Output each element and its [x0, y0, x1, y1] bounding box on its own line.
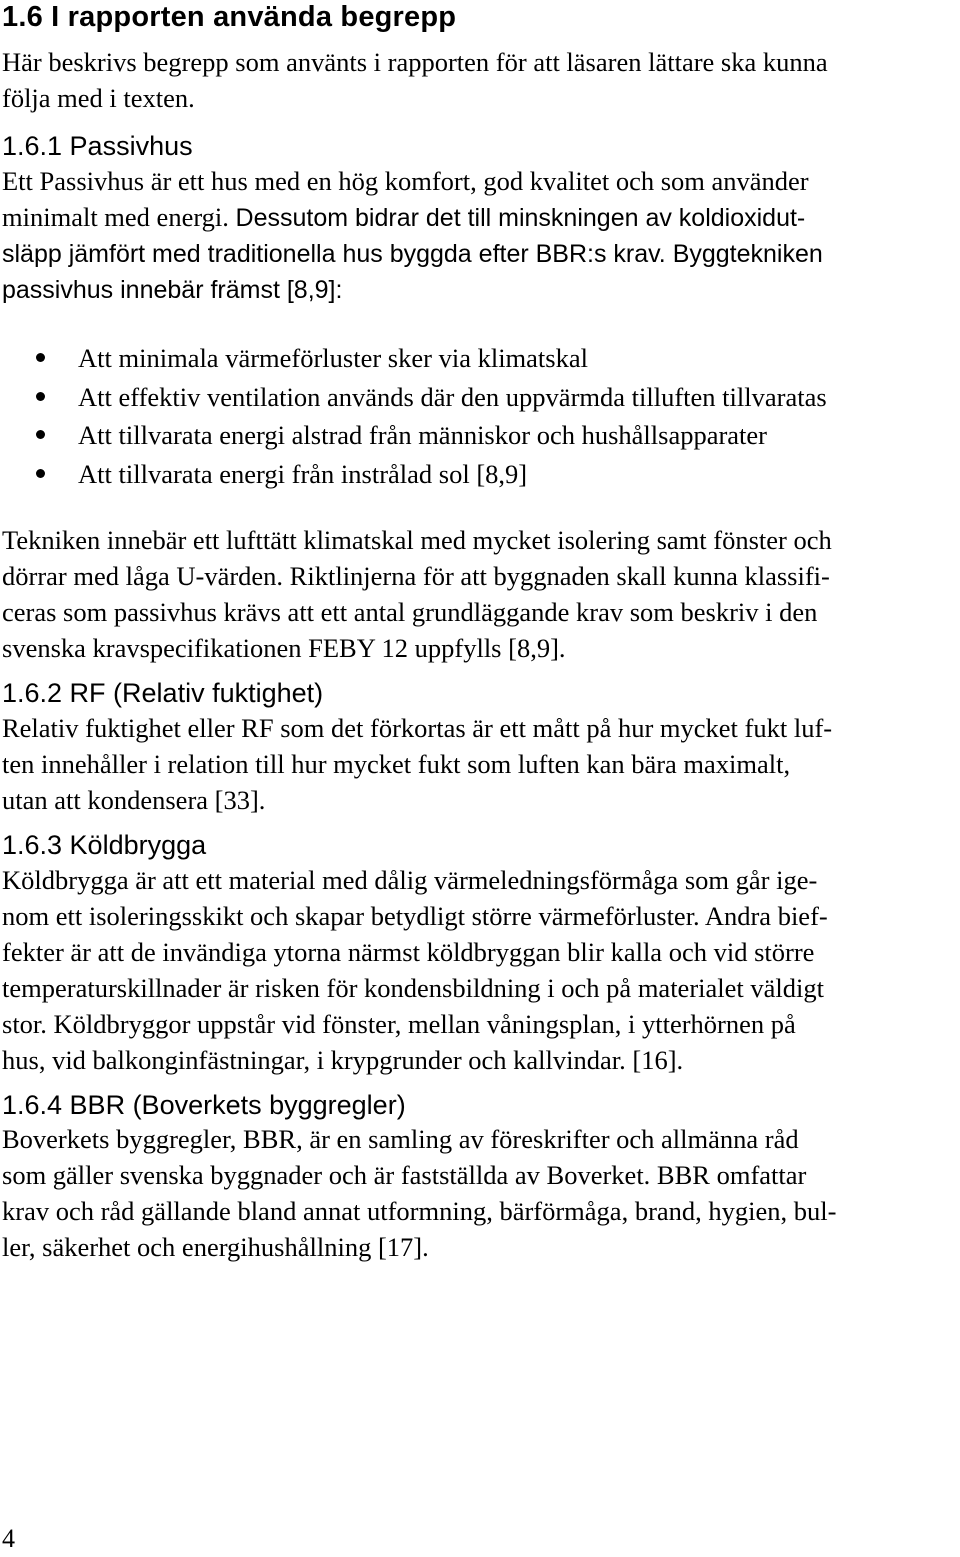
- text-line: ten innehåller i relation till hur mycket fukt som luften kan bära maximalt,: [2, 749, 791, 779]
- page-number: 4: [2, 1524, 15, 1553]
- subsection-heading-koldbrygga: 1.6.3 Köldbrygga: [2, 830, 207, 860]
- section-heading: 1.6 I rapporten använda begrepp: [2, 1, 457, 33]
- text-line: Boverkets byggregler, BBR, är en samling av föreskrifter och allmänna råd: [2, 1124, 799, 1154]
- bullet-icon: [36, 430, 45, 439]
- bullet-icon: [36, 353, 45, 362]
- passivhus-paragraph: [2, 163, 958, 308]
- passivhus-bullet-list: [0, 339, 960, 493]
- text-line: Köldbrygga är att ett material med dålig värmeledningsförmåga som går ige-: [2, 865, 818, 895]
- list-item-text: Att effektiv ventilation används där den uppvärmda tilluften tillvaratas: [78, 381, 827, 412]
- passivhus-followup-paragraph: [2, 522, 958, 666]
- list-item: [0, 455, 960, 494]
- subsection-heading-passivhus: 1.6.1 Passivhus: [2, 131, 193, 161]
- list-item-text: Att tillvarata energi alstrad från människor och hushållsapparater: [78, 420, 767, 450]
- list-item-text: Att minimala värmeförluster sker via klimatskal: [78, 343, 588, 373]
- intro-paragraph: [2, 44, 958, 116]
- text-line: Relativ fuktighet eller RF som det förkortas är ett mått på hur mycket fukt luf-: [2, 713, 833, 743]
- text-line: Tekniken innebär ett lufttätt klimatskal med mycket isolering samt fönster och: [2, 525, 832, 555]
- rf-paragraph: [2, 710, 958, 818]
- text-line: svenska kravspecifikationen FEBY 12 uppfylls [8,9].: [2, 633, 566, 663]
- text-line: [2, 199, 958, 236]
- text-line: fekter är att de invändiga ytorna närmst köldbryggan blir kalla och vid större: [2, 937, 815, 967]
- koldbrygga-paragraph: [2, 862, 958, 1078]
- bullet-icon: [36, 469, 45, 478]
- text-line: ler, säkerhet och energihushållning [17].: [2, 1232, 429, 1262]
- text-line: stor. Köldbryggor uppstår vid fönster, mellan våningsplan, i ytterhörnen på: [2, 1009, 796, 1039]
- text-line: passivhus innebär främst [8,9]:: [2, 276, 343, 304]
- bbr-paragraph: [2, 1121, 958, 1265]
- text-line: hus, vid balkonginfästningar, i krypgrunder och kallvindar. [16].: [2, 1045, 684, 1075]
- list-item: [0, 339, 960, 378]
- list-item-text: Att tillvarata energi från instrålad sol [8,9]: [78, 458, 528, 489]
- text-fragment: Byggtekniken: [665, 240, 823, 268]
- text-line: ceras som passivhus krävs att ett antal grundläggande krav som beskriv i den: [2, 597, 818, 627]
- text-line: dörrar med låga U-värden. Riktlinjerna för att byggnaden skall kunna klassifi-: [2, 561, 830, 591]
- text-line: som gäller svenska byggnader och är fastställda av Boverket. BBR omfattar: [2, 1160, 807, 1190]
- text-line: Här beskrivs begrepp som använts i rapporten för att läsaren lättare ska kunna: [2, 47, 828, 77]
- subsection-heading-rf: 1.6.2 RF (Relativ fuktighet): [2, 678, 324, 708]
- text-line: krav och råd gällande bland annat utformning, bärförmåga, brand, hygien, bul-: [2, 1196, 837, 1226]
- text-fragment: Dessutom bidrar det till minskningen av koldioxidut-: [235, 204, 806, 232]
- text-fragment: släpp jämfört med traditionella hus byggda efter BBR:s krav.: [2, 240, 666, 268]
- list-item: [0, 416, 960, 455]
- text-line: Ett Passivhus är ett hus med en hög komfort, god kvalitet och som använder: [2, 166, 809, 196]
- text-line: temperaturskillnader är risken för kondensbildning i och på materialet väldigt: [2, 973, 824, 1003]
- list-item: [0, 378, 960, 417]
- bullet-icon: [36, 392, 45, 401]
- text-line: nom ett isoleringsskikt och skapar betydligt större värmeförluster. Andra bief-: [2, 901, 828, 931]
- subsection-heading-bbr: 1.6.4 BBR (Boverkets byggregler): [2, 1090, 406, 1120]
- text-line: utan att kondensera [33].: [2, 785, 266, 815]
- text-line: följa med i texten.: [2, 83, 195, 113]
- text-line: [2, 236, 958, 272]
- text-fragment: minimalt med energi.: [2, 202, 236, 232]
